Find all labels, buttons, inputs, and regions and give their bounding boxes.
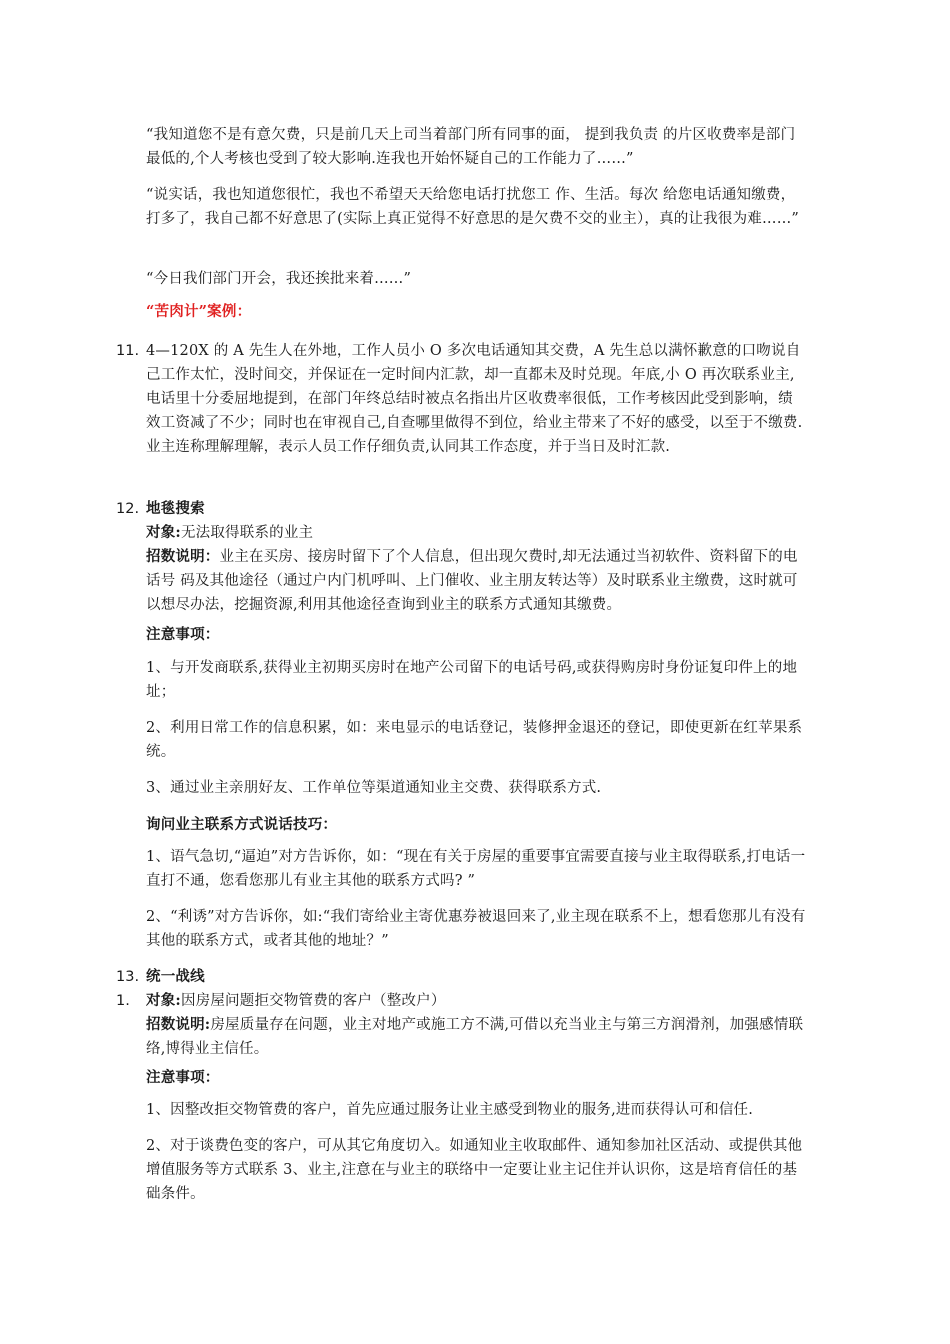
item-13-number: 13. <box>116 969 140 985</box>
item-12-explain-label: 招数说明： <box>146 548 220 565</box>
item-12-target-value: 无法取得联系的业主 <box>180 525 314 541</box>
quote-paragraph-1: “我知道您不是有意欠费，只是前几天上司当着部门所有同事的面， 提到我负责 的片区收费率是部门最低的,个人考核也受到了较大影响.连我也开始怀疑自己的工作能力了……” <box>146 127 796 167</box>
item-12-title: 地毯搜索 <box>146 500 205 517</box>
item-11-number: 11. <box>116 343 140 359</box>
item-12-note-2: 2、利用日常工作的信息积累，如：来电显示的电话登记，装修押金退还的登记，即使更新在红苹果系统。 <box>146 720 803 760</box>
item-13-note-1: 1、因整改拒交物管费的客户，首先应通过服务让业主感受到物业的服务,进而获得认可和信任. <box>146 1102 754 1118</box>
sub-item-1-number: 1. <box>116 993 130 1009</box>
ask-techniques-title: 询问业主联系方式说话技巧： <box>146 816 338 833</box>
item-12-explain-value: 业主在买房、接房时留下了个人信息，但出现欠费时,却无法通过当初软件、资料留下的电话号 码及其他途径（通过户内门机呼叫、上门催收、业主朋友转达等）及时联系业主缴费，这时就可以想尽办法，挖掘资源,利用其他途径查询到业主的联系方式通知其缴费。 <box>146 549 798 613</box>
item-13-explain-label: 招数说明: <box>146 1016 211 1033</box>
item-13-explain <box>146 1013 806 1061</box>
item-12-target <box>146 521 806 545</box>
item-11-text: 4—120X 的 A 先生人在外地，工作人员小 O 多次电话通知其交费，A 先生总以满怀歉意的口吻说自己工作太忙，没时间交，并保证在一定时间内汇款，却一直都未及时兑现。年底,小 O 再次联系业主,电话里十分委屈地提到，在部门年终总结时被点名指出片区收费率很低，工作考核因此受到影响，绩效工资减了不少；同时也在审视自己,自查哪里做得不到位，给业主带来了不好的感受，以至于不缴费.业主连称理解理解，表示人员工作仔细负责,认同其工作态度，并于当日及时汇款. <box>146 343 803 455</box>
item-13-title: 统一战线 <box>146 968 205 985</box>
item-12-note-1: 1、与开发商联系,获得业主初期买房时在地产公司留下的电话号码,或获得购房时身份证复印件上的地址； <box>146 660 798 700</box>
ask-technique-1: 1、语气急切,“逼迫”对方告诉你，如：“现在有关于房屋的重要事宜需要直接与业主取得联系,打电话一直打不通，您看您那儿有业主其他的联系方式吗? ” <box>146 849 806 889</box>
item-12-number: 12. <box>116 501 140 517</box>
item-12-target-label: 对象: <box>146 524 181 541</box>
ask-technique-2: 2、“利诱”对方告诉你，如:“我们寄给业主寄优惠券被退回来了,业主现在联系不上，想看您那儿有没有其他的联系方式，或者其他的地址？” <box>146 909 806 949</box>
quote-paragraph-3: “今日我们部门开会，我还挨批来着……” <box>146 271 412 287</box>
item-13-notes-label: 注意事项： <box>146 1069 220 1086</box>
case-title: “苦肉计”案例： <box>146 303 252 320</box>
item-12-note-3: 3、通过业主亲朋好友、工作单位等渠道通知业主交费、获得联系方式. <box>146 780 602 796</box>
item-13-target-value: 因房屋问题拒交物管费的客户（整改户） <box>180 993 446 1009</box>
quote-paragraph-2: “说实话，我也知道您很忙，我也不希望天天给您电话打扰您工 作、生活。每次 给您电话通知缴费，打多了，我自己都不好意思了(实际上真正觉得不好意思的是欠费不交的业主），真的让我很为难……” <box>146 187 800 227</box>
item-13-explain-value: 房屋质量存在问题，业主对地产或施工方不满,可借以充当业主与第三方润滑剂，加强感情联络,博得业主信任。 <box>146 1017 804 1057</box>
item-13-target <box>146 989 806 1013</box>
item-13-target-label: 对象: <box>146 992 181 1009</box>
item-12-explain <box>146 545 806 617</box>
item-13-note-2: 2、对于谈费色变的客户，可从其它角度切入。如通知业主收取邮件、通知参加社区活动、或提供其他增值服务等方式联系 3、业主,注意在与业主的联络中一定要让业主记住并认识你，这是培育信任的基础条件。 <box>146 1138 803 1202</box>
item-12-notes-label: 注意事项： <box>146 626 220 643</box>
